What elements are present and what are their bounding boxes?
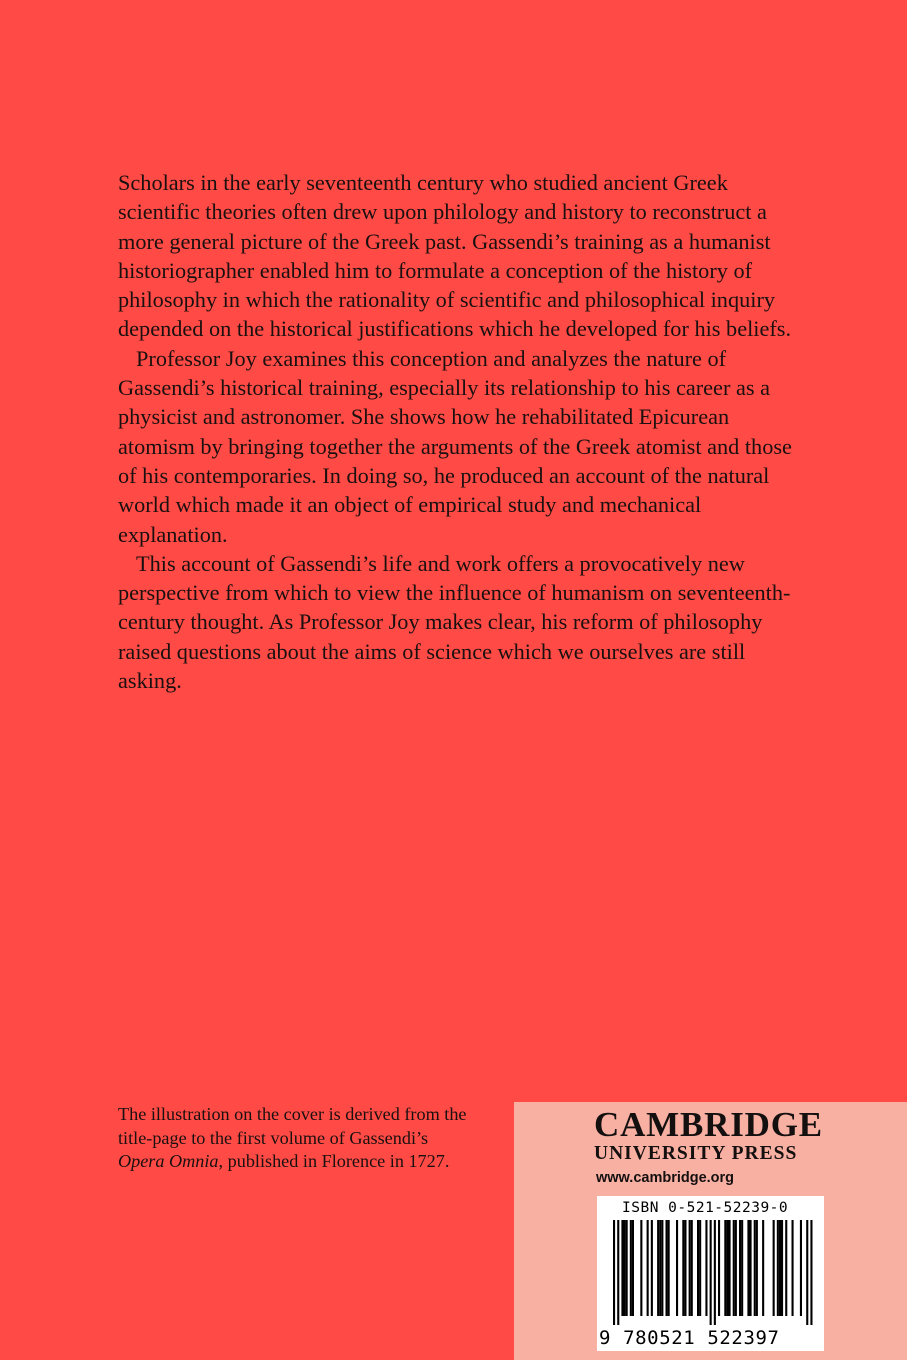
isbn-number: ISBN 0-521-52239-0	[622, 1200, 789, 1216]
barcode-bar	[729, 1220, 731, 1316]
barcode-bar	[630, 1220, 632, 1316]
cover-illustration-note-text	[118, 1103, 468, 1174]
barcode-bar	[676, 1220, 678, 1316]
barcode-bar	[756, 1220, 758, 1316]
barcode-bar	[659, 1220, 661, 1316]
barcode-bar	[810, 1220, 812, 1325]
barcode-bar	[773, 1220, 775, 1316]
barcode-bar	[626, 1220, 628, 1316]
caption-text-end: , published in Florence in 1727.	[218, 1151, 450, 1172]
barcode-bar	[710, 1220, 712, 1325]
blurb-paragraph-2: Professor Joy examines this conception and analyzes the nature of Gassendi’s historical training, especially its relationship to his career as a physicist and astronomer. She shows how he rehabilitated Epicurean atomism by bringing together the arguments of the Greek atomist and those of his contemporaries. In doing so, he produced an account of the natural world which made it an object of empirical study and mechanical explanation.	[118, 345, 792, 547]
barcode-bar	[632, 1220, 634, 1316]
barcode-bar	[697, 1220, 699, 1316]
barcode-bar	[624, 1220, 626, 1316]
blurb-paragraph-3: This account of Gassendi’s life and work offers a provocatively new perspective from which to view the influence of humanism on seventeenth-century thought. As Professor Joy makes clear, his reform of philosophy raised questions about the aims of science which we ourselves are still asking.	[118, 550, 791, 694]
barcode-bar	[657, 1220, 659, 1316]
barcode-bar	[800, 1220, 802, 1316]
barcode-bar	[777, 1220, 779, 1316]
barcode-bar	[781, 1220, 783, 1316]
barcode-bar	[705, 1220, 707, 1316]
barcode-bar	[682, 1220, 684, 1316]
barcode-bar	[733, 1220, 735, 1316]
barcode-bar	[750, 1220, 752, 1316]
barcode-bar	[718, 1220, 720, 1316]
barcode-bar	[613, 1220, 615, 1325]
barcode-bar	[739, 1220, 741, 1316]
barcode-bar	[714, 1220, 716, 1325]
barcode-bar	[684, 1220, 686, 1316]
barcode-bar	[651, 1220, 653, 1316]
barcode-bar	[762, 1220, 764, 1316]
back-cover-blurb	[118, 168, 798, 695]
barcode-bar	[689, 1220, 691, 1316]
barcode-bar	[726, 1220, 728, 1316]
caption-text-start: The illustration on the cover is derived from the title-page to the first volume of Gassendi’s	[118, 1104, 467, 1148]
barcode-bar	[735, 1220, 737, 1316]
barcode-bar	[747, 1220, 749, 1316]
ean-number: 9 780521 522397	[599, 1327, 780, 1349]
barcode-bars	[607, 1220, 814, 1325]
barcode-bar	[806, 1220, 808, 1325]
barcode-bar	[754, 1220, 756, 1316]
barcode	[597, 1196, 824, 1351]
publisher-panel	[514, 1102, 907, 1360]
blurb-paragraph-1: Scholars in the early seventeenth century who studied ancient Greek scientific theories often drew upon philology and history to reconstruct a more general picture of the Greek past. Gassendi’s training as a humanist historiographer enabled him to formulate a conception of the history of philosophy in which the rationality of scientific and philosophical inquiry depended on the historical justifications which he developed for his beliefs.	[118, 170, 792, 342]
cover-illustration-note	[118, 1103, 468, 1174]
barcode-bar	[666, 1220, 668, 1316]
publisher-url: www.cambridge.org	[596, 1170, 735, 1186]
barcode-bar	[691, 1220, 693, 1316]
barcode-bar	[647, 1220, 649, 1316]
barcode-bar	[724, 1220, 726, 1316]
publisher-name: CAMBRIDGE	[594, 1105, 823, 1144]
barcode-bar	[779, 1220, 781, 1316]
caption-work-title: Opera Omnia	[118, 1151, 219, 1172]
barcode-bar	[699, 1220, 701, 1316]
barcode-bar	[621, 1220, 623, 1316]
barcode-bar	[741, 1220, 743, 1316]
barcode-bar	[792, 1220, 794, 1316]
publisher-subname: UNIVERSITY PRESS	[594, 1143, 798, 1164]
barcode-bar	[617, 1220, 619, 1325]
barcode-bar	[661, 1220, 663, 1316]
barcode-bar	[640, 1220, 642, 1316]
barcode-bar	[785, 1220, 787, 1316]
barcode-bar	[668, 1220, 670, 1316]
